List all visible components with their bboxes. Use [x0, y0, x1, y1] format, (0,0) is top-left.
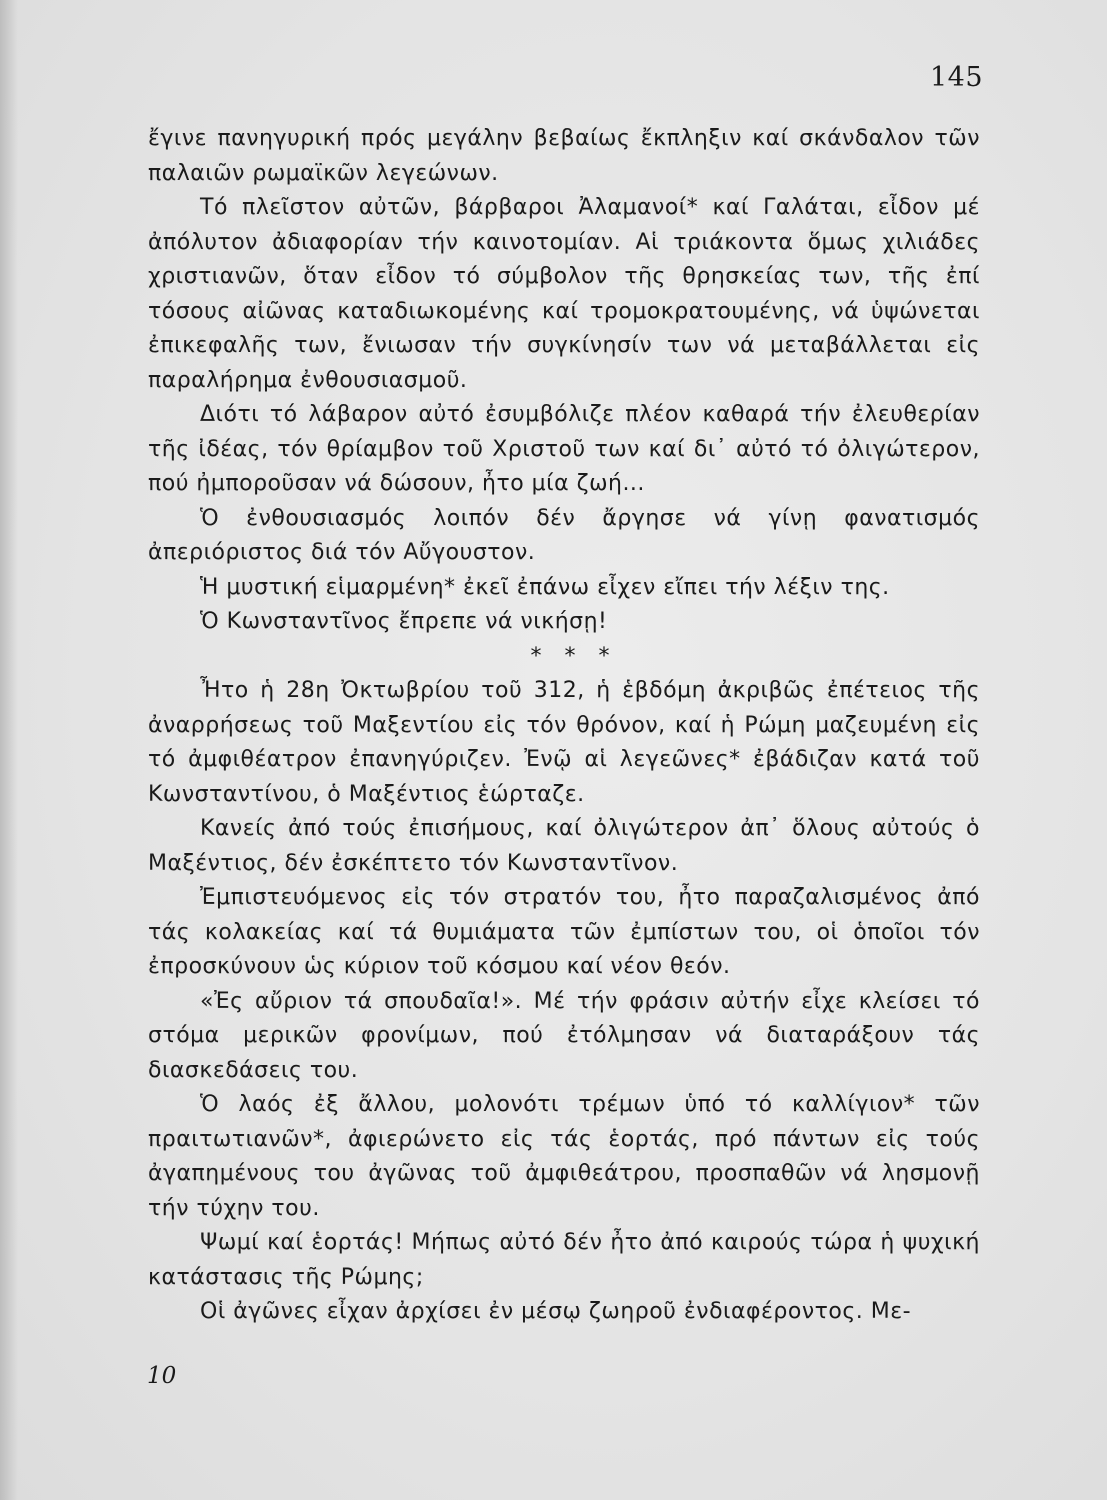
paragraph: «Ἐς αὔριον τά σπουδαῖα!». Μέ τήν φράσιν αὐτήν εἶχε κλείσει τό στόμα μερικῶν φρονίμων, πού ἐτόλμησαν νά διαταράξουν τάς διασκεδάσεις του. [148, 988, 980, 1083]
paragraph: Ὁ ἐνθουσιασμός λοιπόν δέν ἄργησε νά γίνῃ φανατισμός ἀπεριόριστος διά τόν Αὔγουστον. [148, 505, 980, 565]
paragraph: Ἡ μυστική εἱμαρμένη* ἐκεῖ ἐπάνω εἶχεν εἴπει τήν λέξιν της. [200, 574, 890, 600]
paragraph: Ἐμπιστευόμενος εἰς τόν στρατόν του, ἦτο παραζαλισμένος ἀπό τάς κολακείας καί τά θυμιάματα τῶν ἐμπίστων του, οἱ ὁποῖοι τόν ἐπροσκύνουν ὡς κύριον τοῦ κόσμου καί νέον θεόν. [148, 885, 980, 979]
section-separator: * * * [530, 643, 618, 669]
paragraph: Ψωμί καί ἑορτάς! Μήπως αὐτό δέν ἦτο ἀπό καιρούς τώρα ἡ ψυχική κατάστασις τῆς Ρώμης; [148, 1230, 980, 1290]
paragraph-continuation: ἔγινε πανηγυρική πρός μεγάλην βεβαίως ἔκπληξιν καί σκάνδαλον τῶν παλαιῶν ρωμαϊκῶν λεγεώνων. [148, 126, 980, 186]
paragraph: Τό πλεῖστον αὐτῶν, βάρβαροι Ἀλαμανοί* καί Γαλάται, εἶδον μέ ἀπόλυτον ἀδιαφορίαν τήν καινοτομίαν. Αἱ τριάκοντα ὅμως χιλιάδες χριστιανῶν, ὅταν εἶδον τό σύμβολον τῆς θρησκείας των, τῆς ἐπί τόσους αἰῶνας καταδιωκομένης καί τρομοκρατουμένης, νά ὑψώνεται ἐπικεφαλῆς των, ἔνιωσαν τήν συγκίνησίν των νά μεταβάλλεται εἰς παραλήρημα ἐνθουσιασμοῦ. [148, 195, 980, 393]
paragraph: Ὁ λαός ἐξ ἄλλου, μολονότι τρέμων ὑπό τό καλλίγιον* τῶν πραιτωτιανῶν*, ἀφιερώνετο εἰς τάς ἑορτάς, πρό πάντων εἰς τούς ἀγαπημένους του ἀγῶνας τοῦ ἀμφιθεάτρου, προσπαθῶν νά λησμονῇ τήν τύχην του. [148, 1092, 980, 1221]
paragraph: Κανείς ἀπό τούς ἐπισήμους, καί ὀλιγώτερον ἀπ᾽ ὅλους αὐτούς ὁ Μαξέντιος, δέν ἐσκέπτετο τόν Κωνσταντῖνον. [148, 816, 980, 876]
paragraph: Ἦτο ἡ 28η Ὀκτωβρίου τοῦ 312, ἡ ἑβδόμη ἀκριβῶς ἐπέτειος τῆς ἀναρρήσεως τοῦ Μαξεντίου εἰς τόν θρόνον, καί ἡ Ρώμη μαζευμένη εἰς τό ἀμφιθέατρον ἐπανηγύριζεν. Ἐνῷ αἱ λεγεῶνες* ἐβάδιζαν κατά τοῦ Κωνσταντίνου, ὁ Μαξέντιος ἑώρταζε. [148, 678, 980, 807]
signature-mark: 10 [147, 1363, 177, 1389]
spine-shadow [0, 0, 18, 1500]
paragraph: Ὁ Κωνσταντῖνος ἔπρεπε νά νικήσῃ! [200, 609, 608, 634]
paragraph: Διότι τό λάβαρον αὐτό ἐσυμβόλιζε πλέον καθαρά τήν ἐλευθερίαν τῆς ἰδέας, τόν θρίαμβον τοῦ Χριστοῦ των καί δι᾽ αὐτό τό ὀλιγώτερον, πού ἠμποροῦσαν νά δώσουν, ἦτο μία ζωή... [148, 402, 980, 496]
page-text [148, 122, 980, 1330]
page-number: 145 [930, 62, 984, 93]
paragraph: Οἱ ἀγῶνες εἶχαν ἀρχίσει ἐν μέσῳ ζωηροῦ ἐνδιαφέροντος. Με- [200, 1299, 912, 1324]
